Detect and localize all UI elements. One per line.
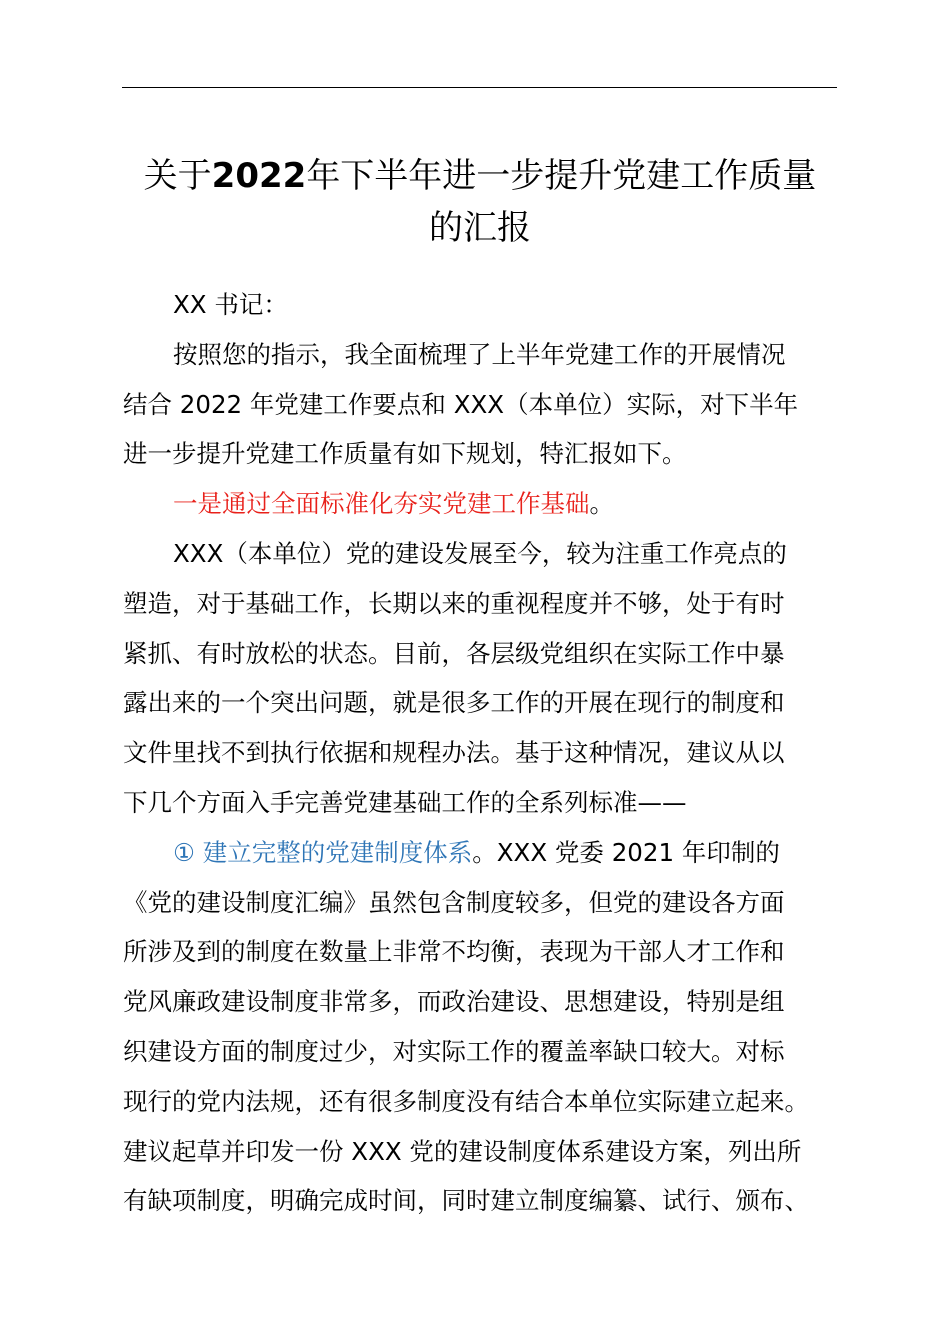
paragraph-line: 下几个方面入手完善党建基础工作的全系列标准—— — [123, 787, 687, 817]
paragraph-line: 所涉及到的制度在数量上非常不均衡，表现为干部人才工作和 — [123, 937, 785, 967]
header-rule — [122, 87, 837, 88]
section-heading-text: 一是通过全面标准化夯实党建工作基础 — [173, 489, 590, 519]
document-title — [100, 150, 860, 254]
document-body — [123, 280, 843, 1226]
paragraph-line: 塑造，对于基础工作，长期以来的重视程度并不够，处于有时 — [123, 588, 785, 618]
paragraph-line: 进一步提升党建工作质量有如下规划，特汇报如下。 — [123, 439, 687, 469]
paragraph-line: 紧抓、有时放松的状态。目前，各层级党组织在实际工作中暴 — [123, 638, 785, 668]
list-item-1: ① 建立完整的党建制度体系。XXX 党委 2021 年印制的 — [173, 837, 780, 867]
salutation: XX 书记： — [173, 290, 288, 319]
paragraph-line: XXX（本单位）党的建设发展至今，较为注重工作亮点的 — [173, 538, 787, 568]
title-line-1: 关于2022年下半年进一步提升党建工作质量 — [143, 156, 817, 196]
paragraph-line: 现行的党内法规，还有很多制度没有结合本单位实际建立起来。 — [123, 1086, 809, 1116]
list-item-label: ① 建立完整的党建制度体系 — [173, 837, 473, 867]
paragraph-line: 结合 2022 年党建工作要点和 XXX（本单位）实际，对下半年 — [123, 389, 799, 419]
paragraph-line: 《党的建设制度汇编》虽然包含制度较多，但党的建设各方面 — [123, 887, 785, 917]
paragraph-line: 党风廉政建设制度非常多，而政治建设、思想建设，特别是组 — [123, 987, 785, 1017]
paragraph-line: 露出来的一个突出问题，就是很多工作的开展在现行的制度和 — [123, 688, 785, 718]
section-heading-1: 一是通过全面标准化夯实党建工作基础。 — [173, 489, 614, 519]
paragraph-line: 文件里找不到执行依据和规程办法。基于这种情况，建议从以 — [123, 738, 785, 768]
paragraph-line: 有缺项制度，明确完成时间，同时建立制度编纂、试行、颁布、 — [123, 1186, 809, 1216]
paragraph-line: 按照您的指示，我全面梳理了上半年党建工作的开展情况 — [173, 339, 786, 369]
title-line-2: 的汇报 — [429, 208, 531, 248]
paragraph-line: 织建设方面的制度过少，对实际工作的覆盖率缺口较大。对标 — [123, 1036, 785, 1066]
paragraph-line: 建议起草并印发一份 XXX 党的建设制度体系建设方案，列出所 — [123, 1136, 802, 1166]
